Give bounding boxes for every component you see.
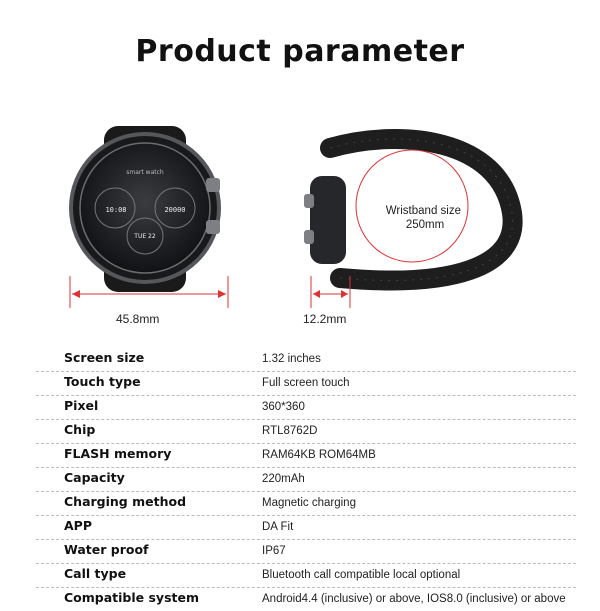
spec-row	[36, 516, 576, 540]
spec-label: Charging method	[64, 494, 187, 509]
spec-label: Pixel	[64, 398, 99, 413]
spec-row	[36, 540, 576, 564]
spec-row	[36, 420, 576, 444]
spec-value: Android4.4 (inclusive) or above, IOS8.0 (inclusive) or above	[262, 593, 566, 605]
front-watch	[69, 126, 221, 292]
spec-value: DA Fit	[262, 521, 294, 533]
spec-row	[36, 396, 576, 420]
watch-time-text: 10:08	[105, 206, 127, 214]
width-label: 45.8mm	[116, 312, 160, 326]
page-title: Product parameter	[135, 34, 465, 69]
spec-value: 1.32 inches	[262, 353, 321, 365]
spec-label: Capacity	[64, 470, 125, 485]
wristband-label	[386, 205, 464, 231]
watch-date-text: TUE 22	[134, 233, 156, 240]
spec-value: 360*360	[262, 401, 305, 413]
spec-label: Chip	[64, 422, 96, 437]
spec-label: Compatible system	[64, 590, 199, 605]
thickness-label: 12.2mm	[303, 312, 347, 326]
spec-row	[36, 468, 576, 492]
spec-label: FLASH memory	[64, 446, 172, 461]
wristband-line1: Wristband size	[385, 205, 462, 217]
spec-table	[36, 348, 576, 611]
spec-row	[36, 564, 576, 588]
spec-label: Water proof	[64, 542, 149, 557]
spec-value: Full screen touch	[262, 377, 350, 389]
spec-row	[36, 372, 576, 396]
spec-value: 220mAh	[262, 473, 305, 485]
spec-value: Magnetic charging	[262, 497, 356, 509]
spec-value: IP67	[262, 545, 286, 557]
spec-row	[36, 444, 576, 468]
watch-steps-text: 20000	[164, 206, 186, 214]
watch-illustration	[0, 118, 600, 338]
spec-row	[36, 348, 576, 372]
spec-label: Call type	[64, 566, 127, 581]
wristband-line2: 250mm	[405, 219, 445, 231]
spec-value: RTL8762D	[262, 425, 318, 437]
watch-brand-text: smart watch	[126, 169, 164, 176]
spec-value: RAM64KB ROM64MB	[262, 449, 376, 461]
spec-label: APP	[64, 518, 92, 533]
spec-value: Bluetooth call compatible local optional	[262, 569, 461, 581]
spec-label: Touch type	[64, 374, 141, 389]
spec-label: Screen size	[64, 350, 145, 365]
spec-row	[36, 492, 576, 516]
product-figure	[0, 118, 600, 338]
